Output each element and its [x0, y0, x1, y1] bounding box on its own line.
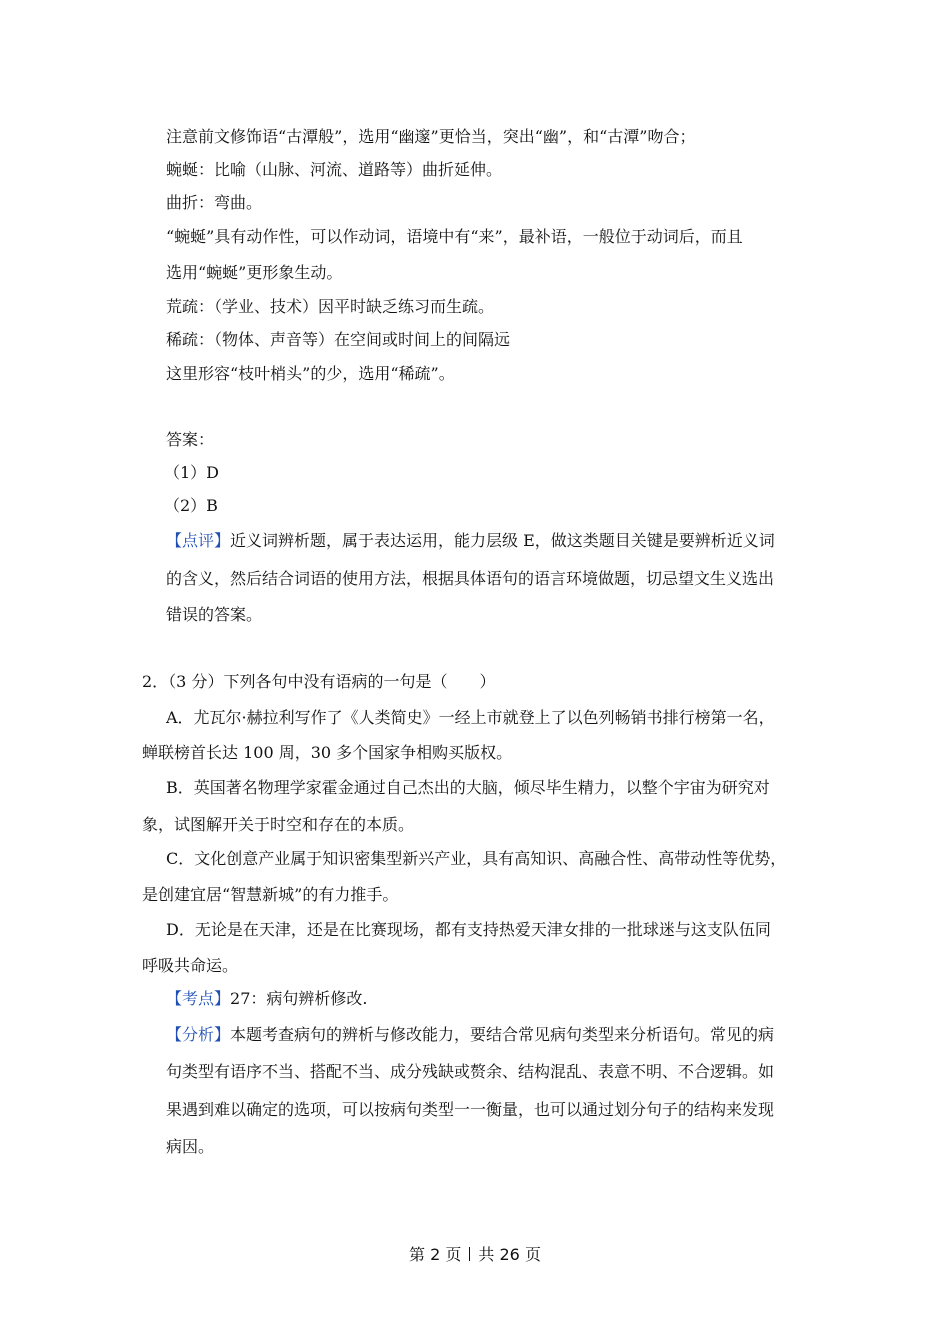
question-stem: 2．（3 分）下列各句中没有语病的一句是（ ） — [142, 672, 496, 691]
analysis-line: 蜿蜒：比喻（山脉、河流、道路等）曲折延伸。 — [166, 160, 503, 179]
option-c-line2: 是创建宜居“智慧新城”的有力推手。 — [142, 885, 399, 904]
option-d-line1: D．无论是在天津，还是在比赛现场，都有支持热爱天津女排的一批球迷与这支队伍同 — [166, 920, 771, 939]
option-d-line2: 呼吸共命运。 — [142, 956, 239, 975]
comment-line — [166, 530, 775, 552]
fenxi-line: 果遇到难以确定的选项，可以按病句类型一一衡量，也可以通过划分句子的结构来发现 — [166, 1100, 775, 1119]
fenxi-text: 本题考查病句的辨析与修改能力，要结合常见病句类型来分析语句。常见的病 — [230, 1025, 775, 1044]
comment-tag: 【点评】 — [166, 531, 231, 550]
analysis-line: 荒疏：（学业、技术）因平时缺乏练习而生疏。 — [166, 297, 495, 316]
comment-text: 近义词辨析题，属于表达运用，能力层级 E，做这类题目关键是要辨析近义词 — [230, 531, 775, 550]
kaodian-tag: 【考点】 — [166, 989, 231, 1008]
analysis-line: 曲折：弯曲。 — [166, 193, 263, 212]
analysis-line: 这里形容“枝叶梢头”的少，选用“稀疏”。 — [166, 364, 455, 383]
option-b-line2: 象，试图解开关于时空和存在的本质。 — [142, 815, 415, 834]
option-a-line1: A．尤瓦尔·赫拉利写作了《人类简史》一经上市就登上了以色列畅销书排行榜第一名， — [166, 708, 775, 727]
analysis-line: 选用“蜿蜒”更形象生动。 — [166, 263, 343, 282]
page-total: 共 26 页 — [478, 1245, 541, 1264]
fenxi-line: 病因。 — [166, 1137, 215, 1156]
answer-label: 答案： — [166, 430, 215, 449]
option-a-line2: 蝉联榜首长达 100 周，30 多个国家争相购买版权。 — [142, 743, 513, 762]
kaodian-text: 27：病句辨析修改. — [230, 989, 368, 1008]
fenxi-line — [166, 1024, 774, 1046]
fenxi-tag: 【分析】 — [166, 1025, 231, 1044]
kaodian-line — [166, 988, 367, 1010]
fenxi-line: 句类型有语序不当、搭配不当、成分残缺或赘余、结构混乱、表意不明、不合逻辑。如 — [166, 1062, 775, 1081]
page-current: 第 2 页 — [409, 1245, 462, 1264]
page-footer — [0, 1244, 950, 1266]
answer-item: （2）B — [164, 496, 218, 515]
comment-line: 的含义，然后结合词语的使用方法，根据具体语句的语言环境做题，切忌望文生义选出 — [166, 569, 775, 588]
analysis-line: 注意前文修饰语“古潭般”，选用“幽邃”更恰当，突出“幽”，和“古潭”吻合； — [166, 127, 696, 146]
option-c-line1: C．文化创意产业属于知识密集型新兴产业，具有高知识、高融合性、高带动性等优势， — [166, 849, 787, 868]
footer-divider — [469, 1247, 470, 1261]
option-b-line1: B．英国著名物理学家霍金通过自己杰出的大脑，倾尽毕生精力，以整个宇宙为研究对 — [166, 778, 770, 797]
answer-item: （1）D — [164, 463, 220, 482]
comment-line: 错误的答案。 — [166, 605, 263, 624]
analysis-line: “蜿蜒”具有动作性，可以作动词，语境中有“来”，最补语，一般位于动词后，而且 — [166, 227, 743, 246]
analysis-line: 稀疏：（物体、声音等）在空间或时间上的间隔远 — [166, 330, 511, 349]
